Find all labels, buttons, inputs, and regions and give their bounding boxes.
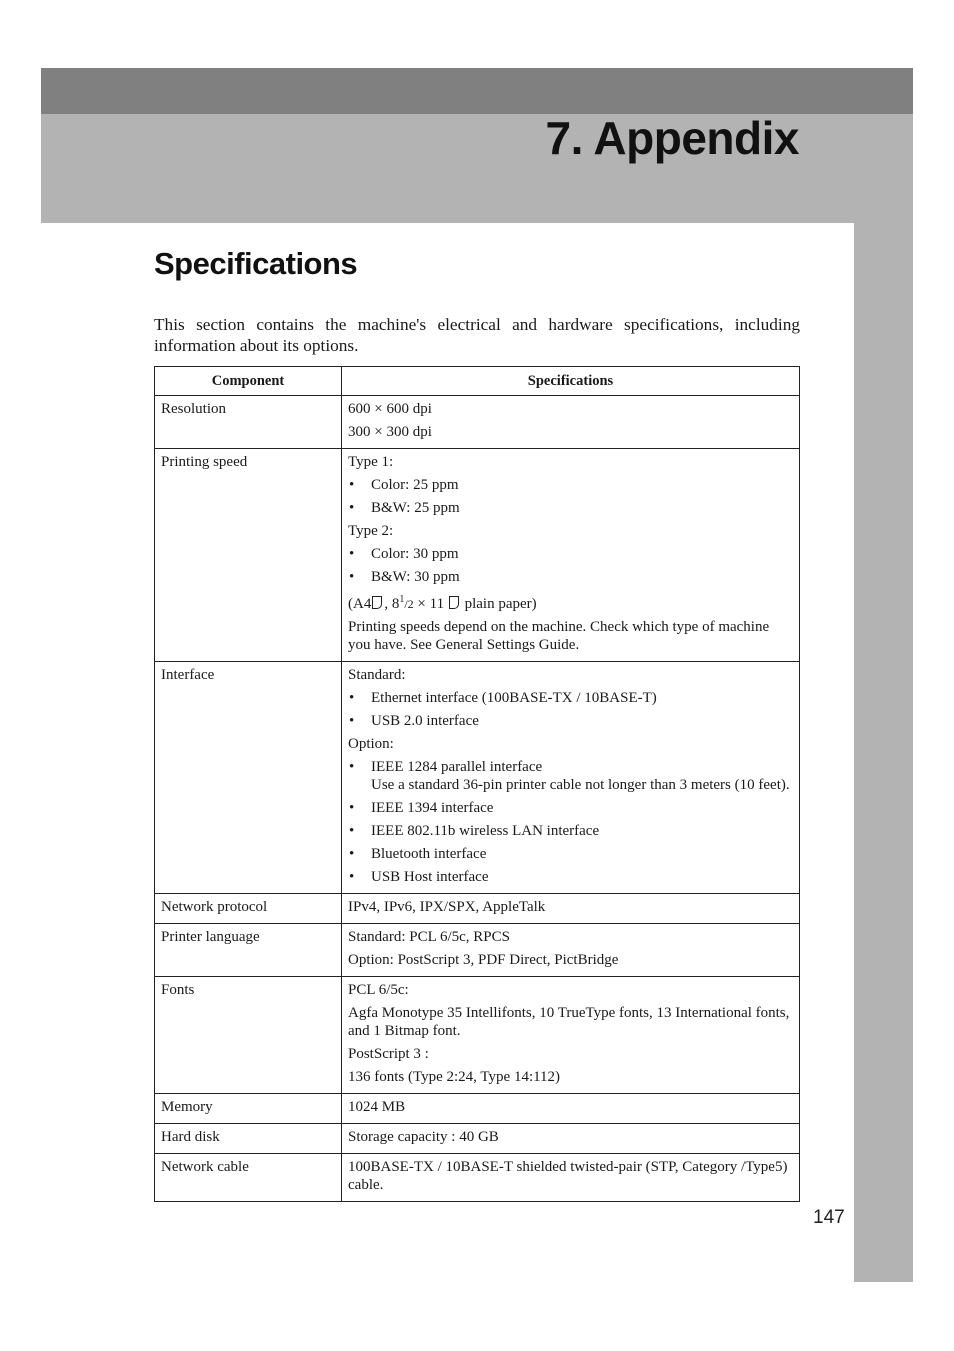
bullet-item: • IEEE 1394 interface xyxy=(349,800,494,816)
chapter-title: 7. Appendix xyxy=(545,112,799,164)
bullet-icon: • xyxy=(349,569,355,585)
bullet-icon: • xyxy=(349,690,355,706)
bullet-icon: • xyxy=(349,477,355,493)
cell-component: Network cable xyxy=(155,1154,342,1202)
bullet-item: • USB 2.0 interface xyxy=(349,713,479,729)
side-thumb-bar xyxy=(854,223,913,1282)
bullet-icon: • xyxy=(349,713,355,729)
bullet-item: • B&W: 25 ppm xyxy=(349,500,460,516)
bullet-item: • Bluetooth interface xyxy=(349,846,487,862)
cell-spec xyxy=(342,396,800,449)
column-header-component: Component xyxy=(155,367,342,396)
spec-line: PCL 6/5c: xyxy=(348,982,409,998)
spec-line: 136 fonts (Type 2:24, Type 14:112) xyxy=(348,1069,561,1085)
table-row-printer-language xyxy=(155,924,800,977)
bullet-item: • Ethernet interface (100BASE-TX / 10BASE-T) xyxy=(349,690,657,706)
spec-line: Standard: xyxy=(348,667,406,683)
spec-line: Option: PostScript 3, PDF Direct, PictBridge xyxy=(348,952,619,968)
table-row-hard-disk xyxy=(155,1124,800,1154)
table-row-network-cable xyxy=(155,1154,800,1202)
table-row-interface xyxy=(155,662,800,894)
cell-spec xyxy=(342,449,800,662)
cell-component: Memory xyxy=(155,1094,342,1124)
section-title: Specifications xyxy=(154,246,358,281)
table-row-fonts xyxy=(155,977,800,1094)
cell-spec: Storage capacity : 40 GB xyxy=(342,1124,800,1154)
cell-component: Fonts xyxy=(155,977,342,1094)
bullet-icon: • xyxy=(349,869,355,885)
bullet-icon: • xyxy=(349,823,355,839)
spec-line: PostScript 3 : xyxy=(348,1046,429,1062)
bullet-icon: • xyxy=(349,800,355,816)
cell-component: Hard disk xyxy=(155,1124,342,1154)
cell-spec: IPv4, IPv6, IPX/SPX, AppleTalk xyxy=(342,894,800,924)
table-row-memory xyxy=(155,1094,800,1124)
bullet-icon: • xyxy=(349,546,355,562)
bullet-item: • IEEE 802.11b wireless LAN interface xyxy=(349,823,600,839)
cell-spec xyxy=(342,662,800,894)
table-row-network-protocol xyxy=(155,894,800,924)
bullet-item: • USB Host interface xyxy=(349,869,489,885)
spec-line: 300 × 300 dpi xyxy=(348,424,432,440)
spec-line: Standard: PCL 6/5c, RPCS xyxy=(348,929,510,945)
bullet-item: • Color: 25 ppm xyxy=(349,477,459,493)
specifications-table xyxy=(154,366,800,1202)
paper-orientation-icon xyxy=(372,596,382,609)
cell-component: Printer language xyxy=(155,924,342,977)
bullet-icon: • xyxy=(349,846,355,862)
cell-spec xyxy=(342,977,800,1094)
bullet-item: • IEEE 1284 parallel interface Use a standard 36-pin printer cable not longer than 3 meters (10 feet). xyxy=(348,758,793,794)
page-number: 147 xyxy=(813,1207,845,1228)
spec-line: 600 × 600 dpi xyxy=(348,401,432,417)
cell-spec: 1024 MB xyxy=(342,1094,800,1124)
paper-orientation-icon xyxy=(449,596,459,609)
cell-component: Resolution xyxy=(155,396,342,449)
bullet-note: Use a standard 36-pin printer cable not longer than 3 meters (10 feet). xyxy=(371,777,790,793)
bullet-icon: • xyxy=(349,759,355,775)
column-header-specifications: Specifications xyxy=(342,367,800,396)
paper-size-line: (A4 , $8^1/2 \times 11$ plain paper) xyxy=(348,594,537,612)
spec-line: Type 1: xyxy=(348,454,394,470)
spec-line: Option: xyxy=(348,736,394,752)
table-header-row xyxy=(155,367,800,396)
table-row-printing-speed xyxy=(155,449,800,662)
table-row-resolution xyxy=(155,396,800,449)
bullet-item: • B&W: 30 ppm xyxy=(349,569,460,585)
bullet-icon: • xyxy=(349,500,355,516)
spec-note: Printing speeds depend on the machine. Check which type of machine you have. See General Settings Guide. xyxy=(348,619,770,653)
cell-component: Network protocol xyxy=(155,894,342,924)
spec-line: Type 2: xyxy=(348,523,394,539)
bullet-item: • Color: 30 ppm xyxy=(349,546,459,562)
cell-component: Printing speed xyxy=(155,449,342,662)
intro-paragraph: This section contains the machine's electrical and hardware specifications, including information about its options. xyxy=(154,315,800,355)
cell-spec xyxy=(342,924,800,977)
cell-spec: 100BASE-TX / 10BASE-T shielded twisted-pair (STP, Category /Type5) cable. xyxy=(342,1154,800,1202)
cell-component: Interface xyxy=(155,662,342,894)
spec-line: Agfa Monotype 35 Intellifonts, 10 TrueType fonts, 13 International fonts, and 1 Bitmap font. xyxy=(348,1005,790,1039)
